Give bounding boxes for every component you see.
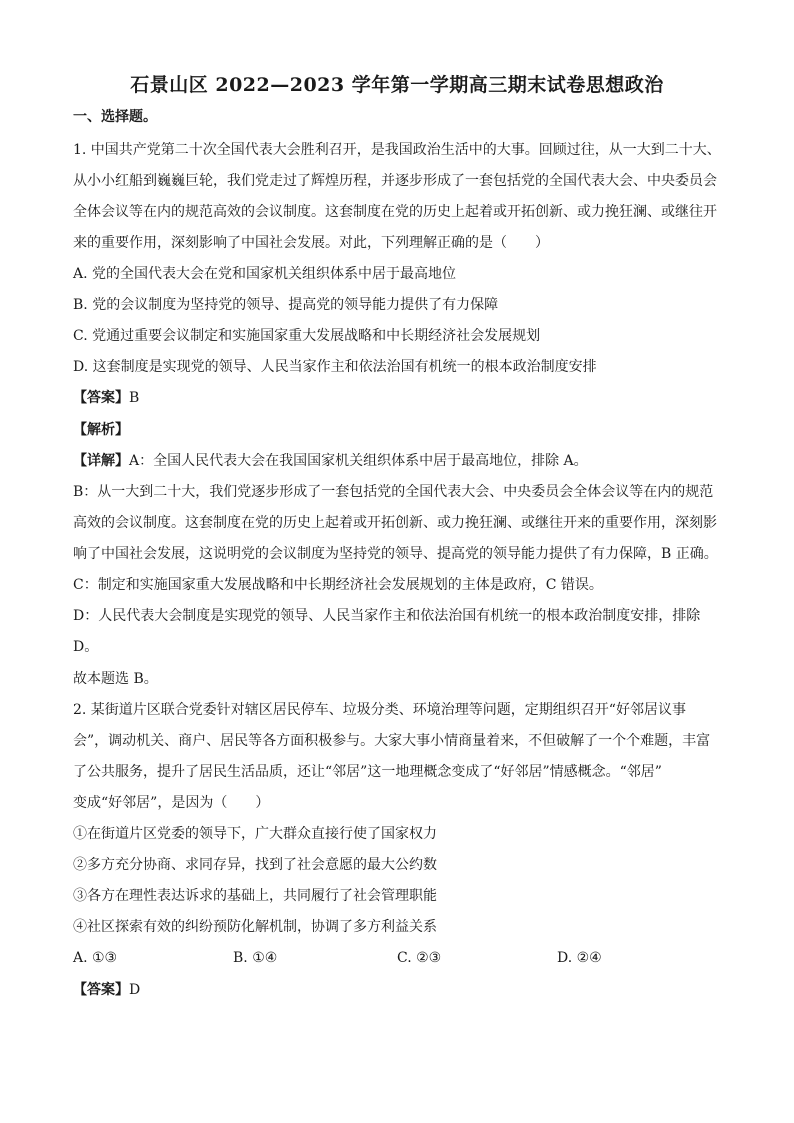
q2-choice-a: A. ①③ xyxy=(73,950,118,966)
q1-detail-line: D：人民代表大会制度是实现党的领导、人民当家作主和依法治国有机统一的根本政治制度安排，排除 xyxy=(73,608,701,624)
q2-stem-line: 2. 某街道片区联合党委针对辖区居民停车、垃圾分类、环境治理等问题，定期组织召开“好邻居议事 xyxy=(73,702,686,718)
q1-stem-line: 全体会议等在内的规范高效的会议制度。这套制度在党的历史上起着或开拓创新、或力挽狂澜、或继往开 xyxy=(73,204,717,220)
q1-detail-line: B：从一大到二十大，我们党逐步形成了一套包括党的全国代表大会、中央委员会全体会议等在内的规范 xyxy=(73,484,714,500)
q1-detail-line: 高效的会议制度。这套制度在党的历史上起着或开拓创新、或力挽狂澜、或继往开来的重要作用，深刻影 xyxy=(73,515,717,531)
q2-stem-line: 会”，调动机关、商户、居民等各方面积极参与。大家大事小情商量着来，不但破解了一个个难题，丰富 xyxy=(73,733,711,749)
q1-conclusion: 故本题选 B。 xyxy=(73,671,158,687)
q1-detail-line xyxy=(73,451,723,471)
q2-choice-c: C. ②③ xyxy=(397,950,442,966)
q2-stem-line: 变成“好邻居”，是因为（ ） xyxy=(73,795,270,811)
answer-value: D xyxy=(129,982,141,998)
q1-option-d: D. 这套制度是实现党的领导、人民当家作主和依法治国有机统一的根本政治制度安排 xyxy=(73,359,597,375)
detail-text: A：全国人民代表大会在我国国家机关组织体系中居于最高地位，排除 A。 xyxy=(129,453,588,469)
q2-item: ①在街道片区党委的领导下，广大群众直接行使了国家权力 xyxy=(73,826,437,842)
answer-tag: 【答案】 xyxy=(73,390,129,406)
q1-stem-line: 来的重要作用，深刻影响了中国社会发展。对此，下列理解正确的是（ ） xyxy=(73,235,549,251)
q1-detail-line: C：制定和实施国家重大发展战略和中长期经济社会发展规划的主体是政府，C 错误。 xyxy=(73,577,603,593)
q1-detail-line: D。 xyxy=(73,639,99,655)
q1-option-b: B. 党的会议制度为坚持党的领导、提高党的领导能力提供了有力保障 xyxy=(73,297,499,313)
detail-tag: 【详解】 xyxy=(73,453,129,469)
q2-choice-d: D. ②④ xyxy=(557,950,602,966)
q1-stem-line: 1. 中国共产党第二十次全国代表大会胜利召开，是我国政治生活中的大事。回顾过往，从一大到二十大、 xyxy=(73,142,721,158)
answer-value: B xyxy=(129,390,140,406)
q2-stem-line: 了公共服务，提升了居民生活品质，还让“邻居”这一地理概念变成了“好邻居”情感概念。“邻居” xyxy=(73,764,662,780)
q1-analysis-tag xyxy=(73,420,723,440)
q2-item: ③各方在理性表达诉求的基础上，共同履行了社会管理职能 xyxy=(73,888,437,904)
q2-answer xyxy=(73,980,723,1000)
q2-item: ④社区探索有效的纠纷预防化解机制，协调了多方利益关系 xyxy=(73,919,437,935)
q1-option-c: C. 党通过重要会议制定和实施国家重大发展战略和中长期经济社会发展规划 xyxy=(73,328,541,344)
q1-answer xyxy=(73,388,723,408)
analysis-tag: 【解析】 xyxy=(73,422,129,438)
q2-item: ②多方充分协商、求同存异，找到了社会意愿的最大公约数 xyxy=(73,857,437,873)
q1-stem-line: 从小小红船到巍巍巨轮，我们党走过了辉煌历程，并逐步形成了一套包括党的全国代表大会、中央委员会 xyxy=(73,173,717,189)
q2-choice-b: B. ①④ xyxy=(233,950,278,966)
answer-tag: 【答案】 xyxy=(73,982,129,998)
q1-option-a: A. 党的全国代表大会在党和国家机关组织体系中居于最高地位 xyxy=(73,266,457,282)
q1-detail-line: 响了中国社会发展，这说明党的会议制度为坚持党的领导、提高党的领导能力提供了有力保障，B 正确。 xyxy=(73,546,718,562)
page-title: 石景山区 2022—2023 学年第一学期高三期末试卷思想政治 xyxy=(130,74,664,96)
section-heading: 一、选择题。 xyxy=(73,109,157,125)
